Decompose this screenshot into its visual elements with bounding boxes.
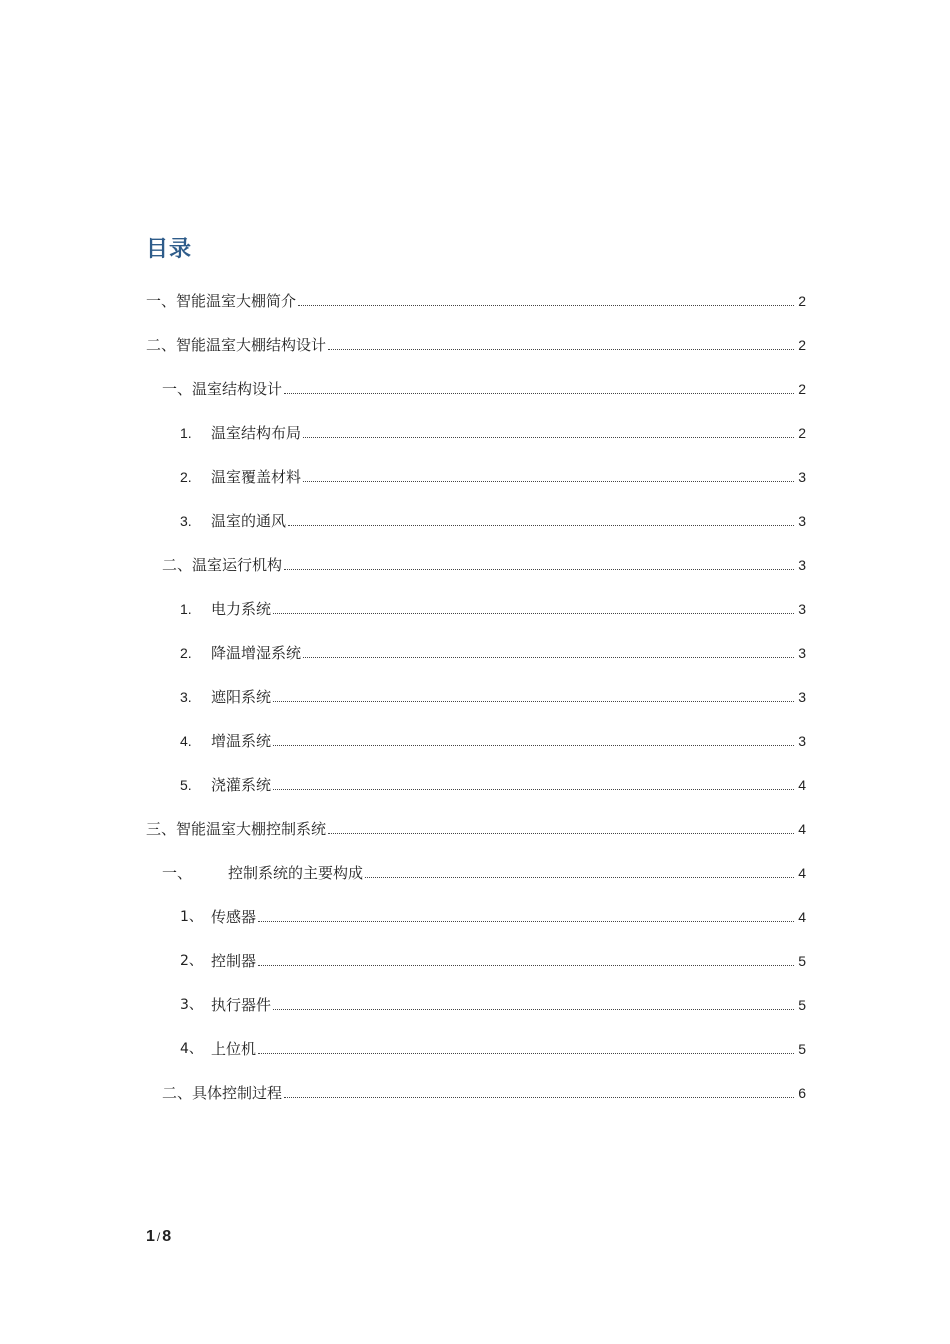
toc-entry-label: 温室结构布局 (211, 424, 302, 442)
page-footer (146, 1226, 171, 1248)
toc-entry-page: 4 (798, 821, 806, 837)
toc-leader-dots (273, 789, 794, 790)
toc-entry[interactable] (162, 1082, 806, 1104)
toc-entry-page: 5 (798, 953, 806, 969)
toc-entry-number: 一、 (162, 864, 193, 882)
toc-entry-label: 一、智能温室大棚简介 (146, 292, 297, 310)
toc-entry-label: 执行器件 (211, 996, 272, 1014)
toc-entry-page: 6 (798, 1085, 806, 1101)
toc-entry-page: 4 (798, 777, 806, 793)
toc-entry[interactable] (180, 774, 806, 796)
total-pages-number: 8 (162, 1228, 172, 1245)
toc-entry-label: 浇灌系统 (211, 776, 272, 794)
toc-entry-label: 控制器 (211, 952, 257, 970)
toc-entry[interactable] (162, 554, 806, 576)
toc-entry-number: 1. (180, 425, 192, 441)
toc-leader-dots (258, 1053, 794, 1054)
toc-entry-page: 2 (798, 381, 806, 397)
toc-leader-dots (284, 1097, 794, 1098)
toc-entry[interactable] (180, 510, 806, 532)
toc-entry-label: 二、智能温室大棚结构设计 (146, 336, 327, 354)
toc-leader-dots (303, 657, 794, 658)
toc-entry-page: 3 (798, 689, 806, 705)
toc-entry[interactable] (162, 378, 806, 400)
toc-entry[interactable] (162, 862, 806, 884)
toc-leader-dots (288, 525, 794, 526)
toc-entry-page: 4 (798, 865, 806, 881)
toc-entry-label: 控制系统的主要构成 (228, 864, 364, 882)
toc-entry-page: 5 (798, 997, 806, 1013)
toc-leader-dots (273, 701, 794, 702)
current-page-number: 1 (146, 1228, 155, 1245)
toc-entry-page: 3 (798, 733, 806, 749)
toc-entry-label: 传感器 (211, 908, 257, 926)
toc-entry-page: 2 (798, 337, 806, 353)
toc-leader-dots (273, 745, 794, 746)
toc-entry-label: 电力系统 (211, 600, 272, 618)
toc-entry-page: 3 (798, 513, 806, 529)
toc-leader-dots (284, 393, 794, 394)
toc-leader-dots (303, 481, 794, 482)
toc-leader-dots (328, 833, 794, 834)
toc-entry[interactable] (146, 290, 806, 312)
toc-leader-dots (273, 1009, 794, 1010)
toc-entry[interactable] (180, 466, 806, 488)
toc-entry-number: 1. (180, 601, 192, 617)
toc-leader-dots (258, 921, 794, 922)
toc-entry-page: 3 (798, 645, 806, 661)
toc-entry-label: 一、温室结构设计 (162, 380, 283, 398)
toc-leader-dots (298, 305, 794, 306)
toc-entry[interactable] (180, 686, 806, 708)
toc-entry-page: 3 (798, 601, 806, 617)
toc-entry-number: 4. (180, 733, 192, 749)
toc-entry-number: 2、 (180, 953, 203, 969)
toc-entry-label: 遮阳系统 (211, 688, 272, 706)
toc-entry-label: 上位机 (211, 1040, 257, 1058)
toc-leader-dots (303, 437, 794, 438)
toc-entry-number: 3. (180, 689, 192, 705)
toc-entry[interactable] (180, 906, 806, 928)
toc-entry-label: 降温增湿系统 (211, 644, 302, 662)
toc-entry[interactable] (180, 1038, 806, 1060)
toc-entry-label: 二、温室运行机构 (162, 556, 283, 574)
toc-leader-dots (365, 877, 794, 878)
toc-entry-label: 三、智能温室大棚控制系统 (146, 820, 327, 838)
toc-entry-number: 2. (180, 469, 192, 485)
toc-entry-page: 2 (798, 425, 806, 441)
toc-entry-number: 1、 (180, 909, 203, 925)
toc-entry[interactable] (180, 598, 806, 620)
toc-title: 目录 (146, 237, 193, 262)
toc-entry-number: 2. (180, 645, 192, 661)
toc-entry-number: 4、 (180, 1041, 203, 1057)
toc-entry-number: 5. (180, 777, 192, 793)
toc-entry[interactable] (180, 950, 806, 972)
toc-entry-page: 4 (798, 909, 806, 925)
toc-entry-page: 3 (798, 469, 806, 485)
toc-entry-page: 2 (798, 293, 806, 309)
toc-entry-page: 5 (798, 1041, 806, 1057)
toc-entry-label: 温室覆盖材料 (211, 468, 302, 486)
toc-entry[interactable] (146, 818, 806, 840)
toc-entry-label: 温室的通风 (211, 512, 287, 530)
toc-entry-number: 3、 (180, 997, 203, 1013)
toc-entry[interactable] (180, 642, 806, 664)
toc-entry[interactable] (180, 422, 806, 444)
toc-leader-dots (284, 569, 794, 570)
toc-entry[interactable] (180, 730, 806, 752)
toc-entry[interactable] (180, 994, 806, 1016)
toc-entry-label: 二、具体控制过程 (162, 1084, 283, 1102)
toc-leader-dots (273, 613, 794, 614)
toc-entry-page: 3 (798, 557, 806, 573)
page-separator: / (156, 1230, 161, 1244)
toc-entry-label: 增温系统 (211, 732, 272, 750)
toc-leader-dots (258, 965, 794, 966)
toc-leader-dots (328, 349, 794, 350)
toc-entry[interactable] (146, 334, 806, 356)
toc-entry-number: 3. (180, 513, 192, 529)
